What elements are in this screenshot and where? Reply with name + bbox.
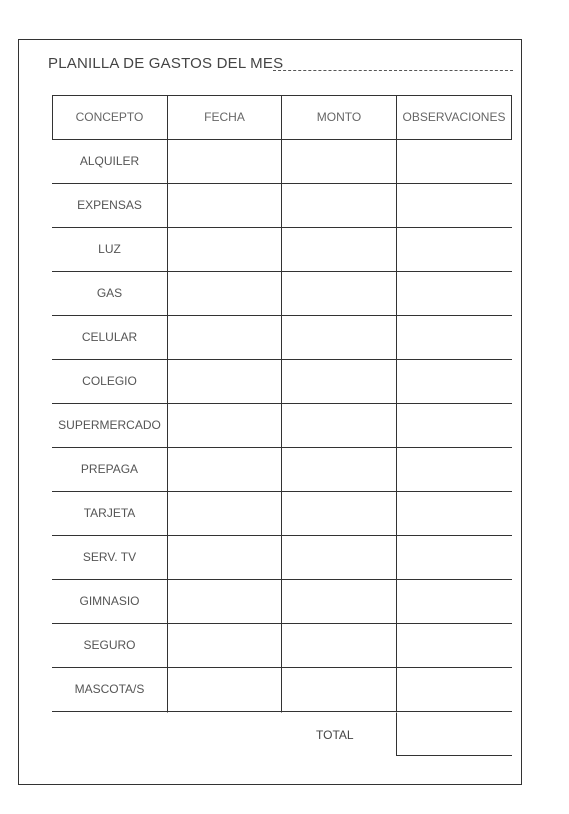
concept-label: SERV. TV bbox=[82, 550, 137, 564]
concept-label: SUPERMERCADO bbox=[58, 418, 161, 432]
monto-field[interactable] bbox=[282, 359, 396, 403]
concept-label: COLEGIO bbox=[82, 374, 137, 388]
monto-field[interactable] bbox=[282, 315, 396, 359]
observaciones-field[interactable] bbox=[396, 183, 512, 227]
header-observaciones: OBSERVACIONES bbox=[402, 110, 506, 124]
concept-label: TARJETA bbox=[83, 506, 136, 520]
fecha-field[interactable] bbox=[167, 623, 282, 667]
fecha-field[interactable] bbox=[167, 227, 282, 271]
concept-label: PREPAGA bbox=[80, 462, 139, 476]
table-row bbox=[52, 579, 512, 623]
concept-label: SEGURO bbox=[83, 638, 136, 652]
fecha-field[interactable] bbox=[167, 491, 282, 535]
table-row bbox=[52, 535, 512, 579]
monto-field[interactable] bbox=[282, 271, 396, 315]
fecha-field[interactable] bbox=[167, 359, 282, 403]
table-row bbox=[52, 667, 512, 711]
fecha-field[interactable] bbox=[167, 315, 282, 359]
observaciones-field[interactable] bbox=[396, 491, 512, 535]
fecha-field[interactable] bbox=[167, 403, 282, 447]
observaciones-field[interactable] bbox=[396, 447, 512, 491]
observaciones-field[interactable] bbox=[396, 667, 512, 711]
fecha-field[interactable] bbox=[167, 667, 282, 711]
monto-field[interactable] bbox=[282, 491, 396, 535]
total-field[interactable] bbox=[396, 713, 512, 756]
table-row bbox=[52, 403, 512, 447]
table-row bbox=[52, 183, 512, 227]
header-monto: MONTO bbox=[316, 110, 362, 124]
monto-field[interactable] bbox=[282, 227, 396, 271]
monto-field[interactable] bbox=[282, 139, 396, 183]
observaciones-field[interactable] bbox=[396, 227, 512, 271]
concept-label: GAS bbox=[96, 286, 123, 300]
monto-field[interactable] bbox=[282, 447, 396, 491]
monto-field[interactable] bbox=[282, 183, 396, 227]
table-row bbox=[52, 359, 512, 403]
fecha-field[interactable] bbox=[167, 271, 282, 315]
header-fecha: FECHA bbox=[204, 110, 245, 124]
page-title: PLANILLA DE GASTOS DEL MES bbox=[48, 55, 284, 72]
observaciones-field[interactable] bbox=[396, 359, 512, 403]
concept-label: GIMNASIO bbox=[79, 594, 140, 608]
observaciones-field[interactable] bbox=[396, 315, 512, 359]
observaciones-field[interactable] bbox=[396, 579, 512, 623]
table-row bbox=[52, 271, 512, 315]
table-header-row bbox=[52, 95, 512, 139]
monto-field[interactable] bbox=[282, 623, 396, 667]
concept-label: LUZ bbox=[98, 242, 121, 256]
concept-label: CELULAR bbox=[81, 330, 138, 344]
fecha-field[interactable] bbox=[167, 447, 282, 491]
observaciones-field[interactable] bbox=[396, 139, 512, 183]
table-row bbox=[52, 139, 512, 183]
table-row bbox=[52, 447, 512, 491]
fecha-field[interactable] bbox=[167, 535, 282, 579]
table-row bbox=[52, 227, 512, 271]
header-concepto: CONCEPTO bbox=[75, 110, 144, 124]
monto-field[interactable] bbox=[282, 535, 396, 579]
monto-field[interactable] bbox=[282, 403, 396, 447]
fecha-field[interactable] bbox=[167, 579, 282, 623]
table-row bbox=[52, 491, 512, 535]
observaciones-field[interactable] bbox=[396, 623, 512, 667]
total-label: TOTAL bbox=[316, 728, 354, 742]
concept-label: ALQUILER bbox=[79, 154, 140, 168]
monto-field[interactable] bbox=[282, 667, 396, 711]
table-row bbox=[52, 623, 512, 667]
fecha-field[interactable] bbox=[167, 139, 282, 183]
observaciones-field[interactable] bbox=[396, 403, 512, 447]
monto-field[interactable] bbox=[282, 579, 396, 623]
observaciones-field[interactable] bbox=[396, 535, 512, 579]
concept-label: EXPENSAS bbox=[77, 198, 142, 212]
fecha-field[interactable] bbox=[167, 183, 282, 227]
concept-label: MASCOTA/S bbox=[74, 682, 145, 696]
table-row bbox=[52, 315, 512, 359]
observaciones-field[interactable] bbox=[396, 271, 512, 315]
